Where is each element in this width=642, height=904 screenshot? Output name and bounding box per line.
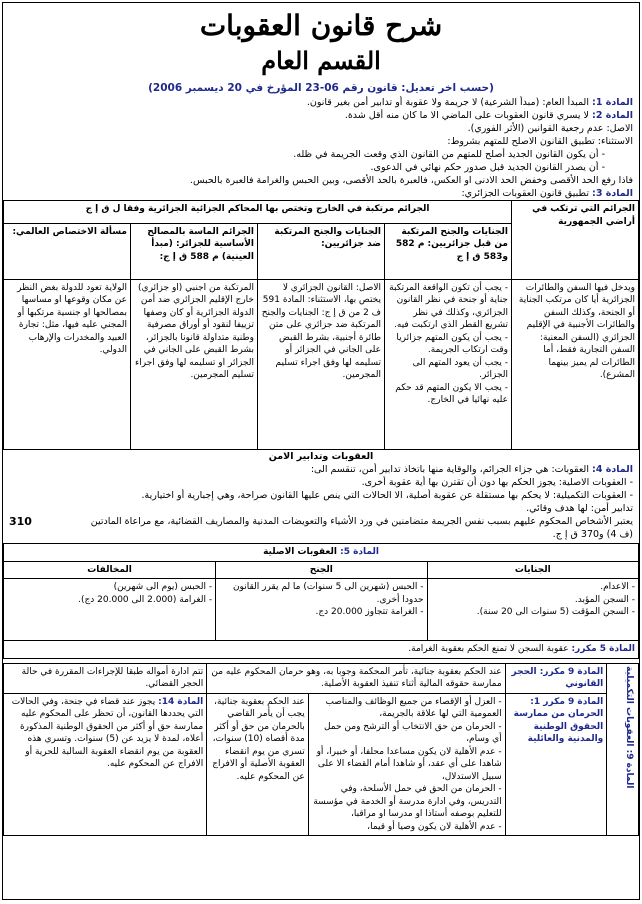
rights-deprivation-label: المادة 9 مكرر 1: الحرمان من ممارسة الحقوق الوطنية والمدنية والعائلية bbox=[505, 693, 607, 836]
original-penalties-table bbox=[3, 543, 639, 659]
original-penalties-title: المادة 5: العقوبات الاصلية bbox=[4, 544, 639, 562]
penalties-line: المادة 4: العقوبات: هي جزاء الجرائم، والوقاية منها باتخاذ تدابير أمن، تنقسم الى: bbox=[310, 464, 633, 475]
intro-line: المادة 1: المبدأ العام: (مبدأ الشرعية) لا جريمة ولا عقوبة أو تدابير أمن بغير قانون. bbox=[306, 97, 633, 108]
intro-line: المادة 3: تطبيق قانون العقوبات الجزائري: bbox=[461, 188, 633, 199]
penalties-line: (ف 4) و370 ق إ ج. bbox=[552, 529, 633, 540]
intro-line: الاستثناء: تطبيق القانون الاصلح للمتهم بشروط: bbox=[447, 136, 633, 147]
intro-line: فاذا رفع الحد الأقصى وخفض الحد الادنى او العكس، فالعبرة بالحد الأقصى، وبين الحبس والغرامة فالعبرة بالحبس. bbox=[189, 175, 633, 186]
amendment-note: (حسب اخر تعديل: قانون رقم 06-23 المؤرخ في 20 ديسمبر 2006) bbox=[148, 82, 494, 94]
column-header: الجنايات والجنح المرتكبة ضد جزائريين: bbox=[258, 223, 385, 279]
complementary-side-label: المادة 9: العقوبات التكميلية bbox=[607, 663, 639, 836]
complementary-penalties-table bbox=[3, 663, 639, 837]
intro-line: الاصل: عدم رجعية القوانين (الأثر الفوري). bbox=[467, 123, 633, 134]
rights-deprivation-duration: عند الحكم بعقوبة جنائية، يجب أن يأمر القاضي بالحرمان من حق أو أكثر مدة أقصاه (10) سنوات، تسري من يوم انقضاء العقوبة الأصلية أو الافراج عن المحكوم عليه. bbox=[207, 693, 309, 836]
column-body: الاصل: القانون الجزائري لا يختص بها، الاستثناء: المادة 591 ف 2 من ق إ ج: الجنايات والجنح المرتكبة ضد جزائري على متن طائرة أجنبية، بشرط القبض على الجاني في الجزائر أو تسليمه لها وفق اجراء تسليم المجرمين. bbox=[258, 279, 385, 449]
penalties-section-title: العقوبات وتدابير الامن bbox=[268, 451, 374, 462]
intro-line: - أن يصدر القانون الجديد قبل صدور حكم نهائي في الدعوى. bbox=[370, 162, 605, 173]
territory-header: الجرائم التي ترتكب في أراضي الجمهورية bbox=[512, 201, 639, 280]
intro-lines bbox=[3, 96, 639, 200]
document-title: شرح قانون العقوبات bbox=[199, 9, 443, 42]
column-body: - يجب أن تكون الواقعة المرتكبة جناية أو جنحة في نظر القانون الجزائري، وكذلك في نظر تشريع القطر الذي ارتكبت فيه. - يجب أن يكون المتهم جزائريا وقت ارتكاب الجريمة. - يجب أن يعود المتهم الى الجزائر. - يجب الا يكون المتهم قد حكم عليه نهائيا في الخارج. bbox=[385, 279, 512, 449]
article-5-bis: المادة 5 مكرر: عقوبة السجن لا تمنع الحكم بعقوبة الغرامة. bbox=[4, 641, 639, 659]
abroad-header: الجرائم مرتكبة في الخارج وتختص بها المحاكم الجزائية الجزائرية وفقا ل ق إ ج bbox=[4, 201, 512, 224]
penalties-line: - العقوبات التكميلية: لا يحكم بها مستقلة عن عقوبة أصلية، الا الحالات التي ينص عليها القانون صراحة، وهي إجبارية أو اختيارية. bbox=[141, 490, 633, 501]
intro-line: - أن يكون القانون الجديد أصلح للمتهم من القانون الذي وقعت الجريمة في ظله. bbox=[293, 149, 605, 160]
column-header: المخالفات bbox=[4, 561, 216, 579]
article-14: المادة 14: يجوز عند قضاء في جنحة، وفي الحالات التي يحددها القانون، أن تحظر على المحكوم عليه ممارسة حق أو أكثر من الحقوق الوطنية المذكورة أعلاه، لمدة لا يزيد عن (5) سنوات. وتسري هذه العقوبة من يوم انقضاء العقوبة السالبة للحرية أو الافراج عن المحكوم عليه. bbox=[4, 693, 207, 836]
column-header: الجنايات والجنح المرتكبة من قبل جزائريين: م 582 و583 ق إ ج bbox=[385, 223, 512, 279]
penalties-line: تدابير أمن: لها هدف وقائي. bbox=[526, 503, 633, 514]
violations-cell: - الحبس (يوم الى شهرين) - الغرامة (2.000 الى 20.000 دج). bbox=[4, 579, 216, 641]
penalties-line: يعتبر الأشخاص المحكوم عليهم بسبب نفس الجريمة متضامنين في ورد الأشياء والتعويضات المدنية والمصاريف القضائية، مع مراعاة المادتين 310 bbox=[9, 515, 633, 528]
felonies-cell: - الاعدام. - السجن المؤبد. - السجن المؤقت (5 سنوات الى 20 سنة). bbox=[427, 579, 638, 641]
penalties-line: - العقوبات الاصلية: يجوز الحكم بها دون أن تقترن بها أية عقوبة أخرى. bbox=[361, 477, 633, 488]
jurisdiction-table bbox=[3, 200, 639, 450]
column-header: مسألة الاختصاص العالمي: bbox=[4, 223, 131, 279]
column-body: الولاية تعود للدولة بغض النظر عن مكان وقوعها او مساسها بمصالحها او جنسية مرتكبها أو المجني عليه فيها، مثل: تجارة العبيد والمخدرات والإرهاب الدولي. bbox=[4, 279, 131, 449]
legal-interdiction-text: عند الحكم بعقوبة جنائية، تأمر المحكمة وجوبا به، وهو حرمان المحكوم عليه من ممارسة حقوقه المالية أثناء تنفيذ العقوبة الأصلية. bbox=[207, 663, 505, 693]
column-header: الجنايات bbox=[427, 561, 638, 579]
column-header: الجنح bbox=[216, 561, 427, 579]
legal-interdiction-label: المادة 9 مكرر: الحجر القانوني bbox=[505, 663, 607, 693]
penalties-lines bbox=[3, 463, 639, 541]
misdemeanors-cell: - الحبس (شهرين الى 5 سنوات) ما لم يقرر القانون حدودا أخرى. - الغرامة تتجاوز 20.000 دج. bbox=[216, 579, 427, 641]
rights-deprivation-list: - العزل أو الإقصاء من جميع الوظائف والمناصب العمومية التي لها علاقة بالجريمة، - الحرمان من حق الانتخاب أو الترشح ومن حمل أي وسام، - عدم الأهلية لان يكون مساعدا محلفا، أو خبيرا، أو شاهدا على أي عقد، أو شاهدا أمام القضاء الا على سبيل الاستدلال، - الحرمان من الحق في حمل الأسلحة، وفي التدريس، وفي ادارة مدرسة أو الخدمة في مؤسسة للتعليم بوصفه أستاذا او مدرسا او مراقبا، - عدم الأهلية لان يكون وصيا أو قيما، bbox=[308, 693, 505, 836]
column-header: الجرائم الماسة بالمصالح الأساسية للجزائر: (مبدأ العينية) م 588 ق إ ج: bbox=[131, 223, 258, 279]
legal-interdiction-admin: تتم ادارة أمواله طبقا للإجراءات المقررة في حالة الحجر القضائي. bbox=[4, 663, 207, 693]
document-subtitle: القسم العام bbox=[261, 46, 381, 75]
document-page bbox=[2, 2, 640, 900]
column-body: المرتكبة من اجنبي (او جزائري) خارج الإقليم الجزائري ضد أمن الدولة الجزائرية أو كان وصفها تزييفا لنقود أو أوراق مصرفية وطنية متداولة قانونا بالجزائر، بشرط القبض على الجاني في الجزائر او تسليمه لها وفق اجراء تسليم المجرمين. bbox=[131, 279, 258, 449]
intro-line: المادة 2: لا يسري قانون العقوبات على الماضي الا ما كان منه أقل شدة. bbox=[344, 110, 633, 121]
article-number: 310 bbox=[9, 515, 32, 528]
territory-body: ويدخل فيها السفن والطائرات الجزائرية أيا كان مرتكب الجناية أو الجنحة، وكذلك السفن والطائرات الأجنبية في الإقليم الجزائري (السفن المعنية: السفن التجارية فقط، أما الطائرات لم يميز بينهما المشرع). bbox=[512, 279, 639, 449]
